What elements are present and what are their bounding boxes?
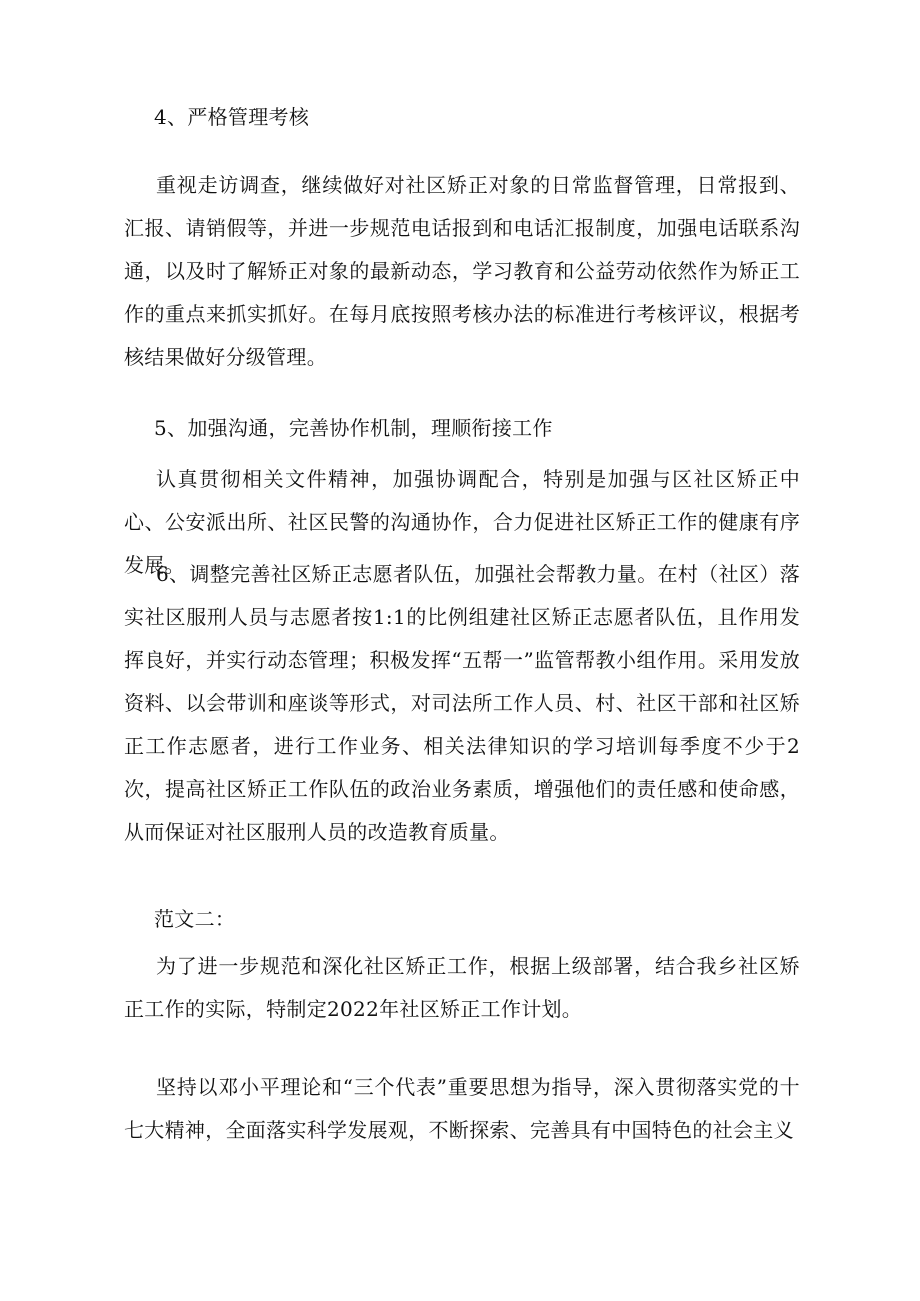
section-heading-4: 4、严格管理考核: [154, 105, 310, 129]
body-paragraph: 6、调整完善社区矫正志愿者队伍，加强社会帮教力量。在村（社区）落实社区服刑人员与志愿者按1:1的比例组建社区矫正志愿者队伍，且作用发挥良好，并实行动态管理；积极发挥“五帮一”监管帮教小组作用。采用发放资料、以会带训和座谈等形式，对司法所工作人员、村、社区干部和社区矫正工作志愿者，进行工作业务、相关法律知识的学习培训每季度不少于2次，提高社区矫正工作队伍的政治业务素质，增强他们的责任感和使命感，从而保证对社区服刑人员的改造教育质量。: [124, 562, 800, 844]
body-paragraph: 坚持以邓小平理论和“三个代表”重要思想为指导，深入贯彻落实党的十七大精神，全面落实科学发展观，不断探索、完善具有中国特色的社会主义: [124, 1075, 800, 1142]
sample-heading: 范文二：: [154, 907, 236, 931]
body-paragraph: 重视走访调查，继续做好对社区矫正对象的日常监督管理，日常报到、汇报、请销假等，并进一步规范电话报到和电话汇报制度，加强电话联系沟通，以及时了解矫正对象的最新动态，学习教育和公益劳动依然作为矫正工作的重点来抓实抓好。在每月底按照考核办法的标准进行考核评议，根据考核结果做好分级管理。: [124, 173, 800, 369]
section-heading-5: 5、加强沟通，完善协作机制，理顺衔接工作: [154, 416, 553, 440]
body-paragraph: 为了进一步规范和深化社区矫正工作，根据上级部署，结合我乡社区矫正工作的实际，特制定2022年社区矫正工作计划。: [124, 954, 800, 1021]
body-paragraph: 认真贯彻相关文件精神，加强协调配合，特别是加强与区社区矫正中心、公安派出所、社区民警的沟通协作，合力促进社区矫正工作的健康有序发展。: [124, 467, 800, 577]
